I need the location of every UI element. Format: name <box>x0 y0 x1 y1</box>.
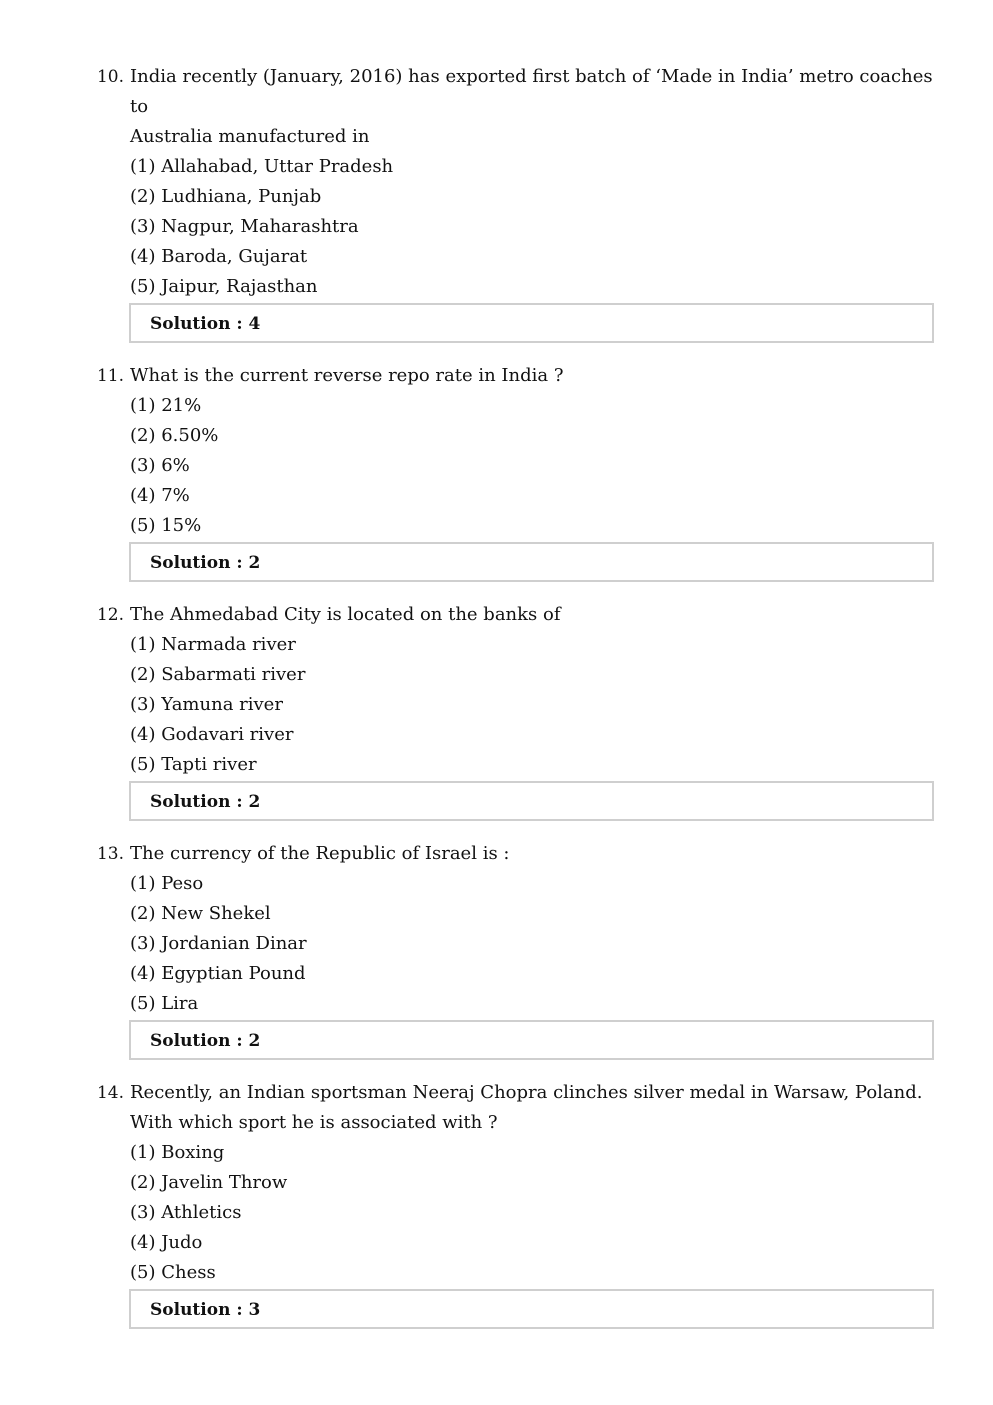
question-text: Recently, an Indian sportsman Neeraj Chopra clinches silver medal in Warsaw, Poland. <box>130 1082 923 1103</box>
question-text: to <box>130 96 149 117</box>
question-list <box>0 62 993 1347</box>
question-number: 14. <box>96 1083 124 1103</box>
option-1: (1) Peso <box>130 873 204 894</box>
option-2: (2) Ludhiana, Punjab <box>130 186 322 207</box>
option-5: (5) Chess <box>130 1262 216 1283</box>
option-5: (5) Jaipur, Rajasthan <box>130 276 318 297</box>
option-1: (1) Allahabad, Uttar Pradesh <box>130 156 394 177</box>
option-2: (2) New Shekel <box>130 903 271 924</box>
option-5: (5) Lira <box>130 993 199 1014</box>
option-3: (3) Nagpur, Maharashtra <box>130 216 359 237</box>
question-number: 13. <box>96 844 124 864</box>
question-13 <box>0 839 993 1060</box>
solution-box: Solution : 2 <box>129 781 934 821</box>
question-11 <box>0 361 993 582</box>
question-10 <box>0 62 993 343</box>
solution-box: Solution : 4 <box>129 303 934 343</box>
option-1: (1) Narmada river <box>130 634 296 655</box>
question-text: India recently (January, 2016) has exported first batch of ‘Made in India’ metro coaches <box>130 66 933 87</box>
option-4: (4) Judo <box>130 1232 203 1253</box>
option-1: (1) 21% <box>130 395 202 416</box>
question-text: The currency of the Republic of Israel is : <box>130 843 510 864</box>
option-2: (2) Javelin Throw <box>130 1172 288 1193</box>
question-text: With which sport he is associated with ? <box>130 1112 498 1133</box>
solution-box: Solution : 3 <box>129 1289 934 1329</box>
option-2: (2) Sabarmati river <box>130 664 306 685</box>
option-4: (4) Godavari river <box>130 724 294 745</box>
question-text: Australia manufactured in <box>130 126 370 147</box>
option-3: (3) Jordanian Dinar <box>130 933 307 954</box>
question-12 <box>0 600 993 821</box>
solution-box: Solution : 2 <box>129 1020 934 1060</box>
option-2: (2) 6.50% <box>130 425 219 446</box>
option-3: (3) 6% <box>130 455 190 476</box>
question-14 <box>0 1078 993 1329</box>
option-1: (1) Boxing <box>130 1142 225 1163</box>
question-number: 12. <box>96 605 124 625</box>
option-5: (5) Tapti river <box>130 754 257 775</box>
question-text: What is the current reverse repo rate in India ? <box>130 365 564 386</box>
option-4: (4) Egyptian Pound <box>130 963 306 984</box>
question-text: The Ahmedabad City is located on the banks of <box>130 604 561 625</box>
question-number: 11. <box>96 366 124 386</box>
option-4: (4) Baroda, Gujarat <box>130 246 308 267</box>
option-5: (5) 15% <box>130 515 202 536</box>
option-3: (3) Yamuna river <box>130 694 283 715</box>
question-number: 10. <box>96 67 124 87</box>
option-3: (3) Athletics <box>130 1202 242 1223</box>
solution-box: Solution : 2 <box>129 542 934 582</box>
option-4: (4) 7% <box>130 485 190 506</box>
